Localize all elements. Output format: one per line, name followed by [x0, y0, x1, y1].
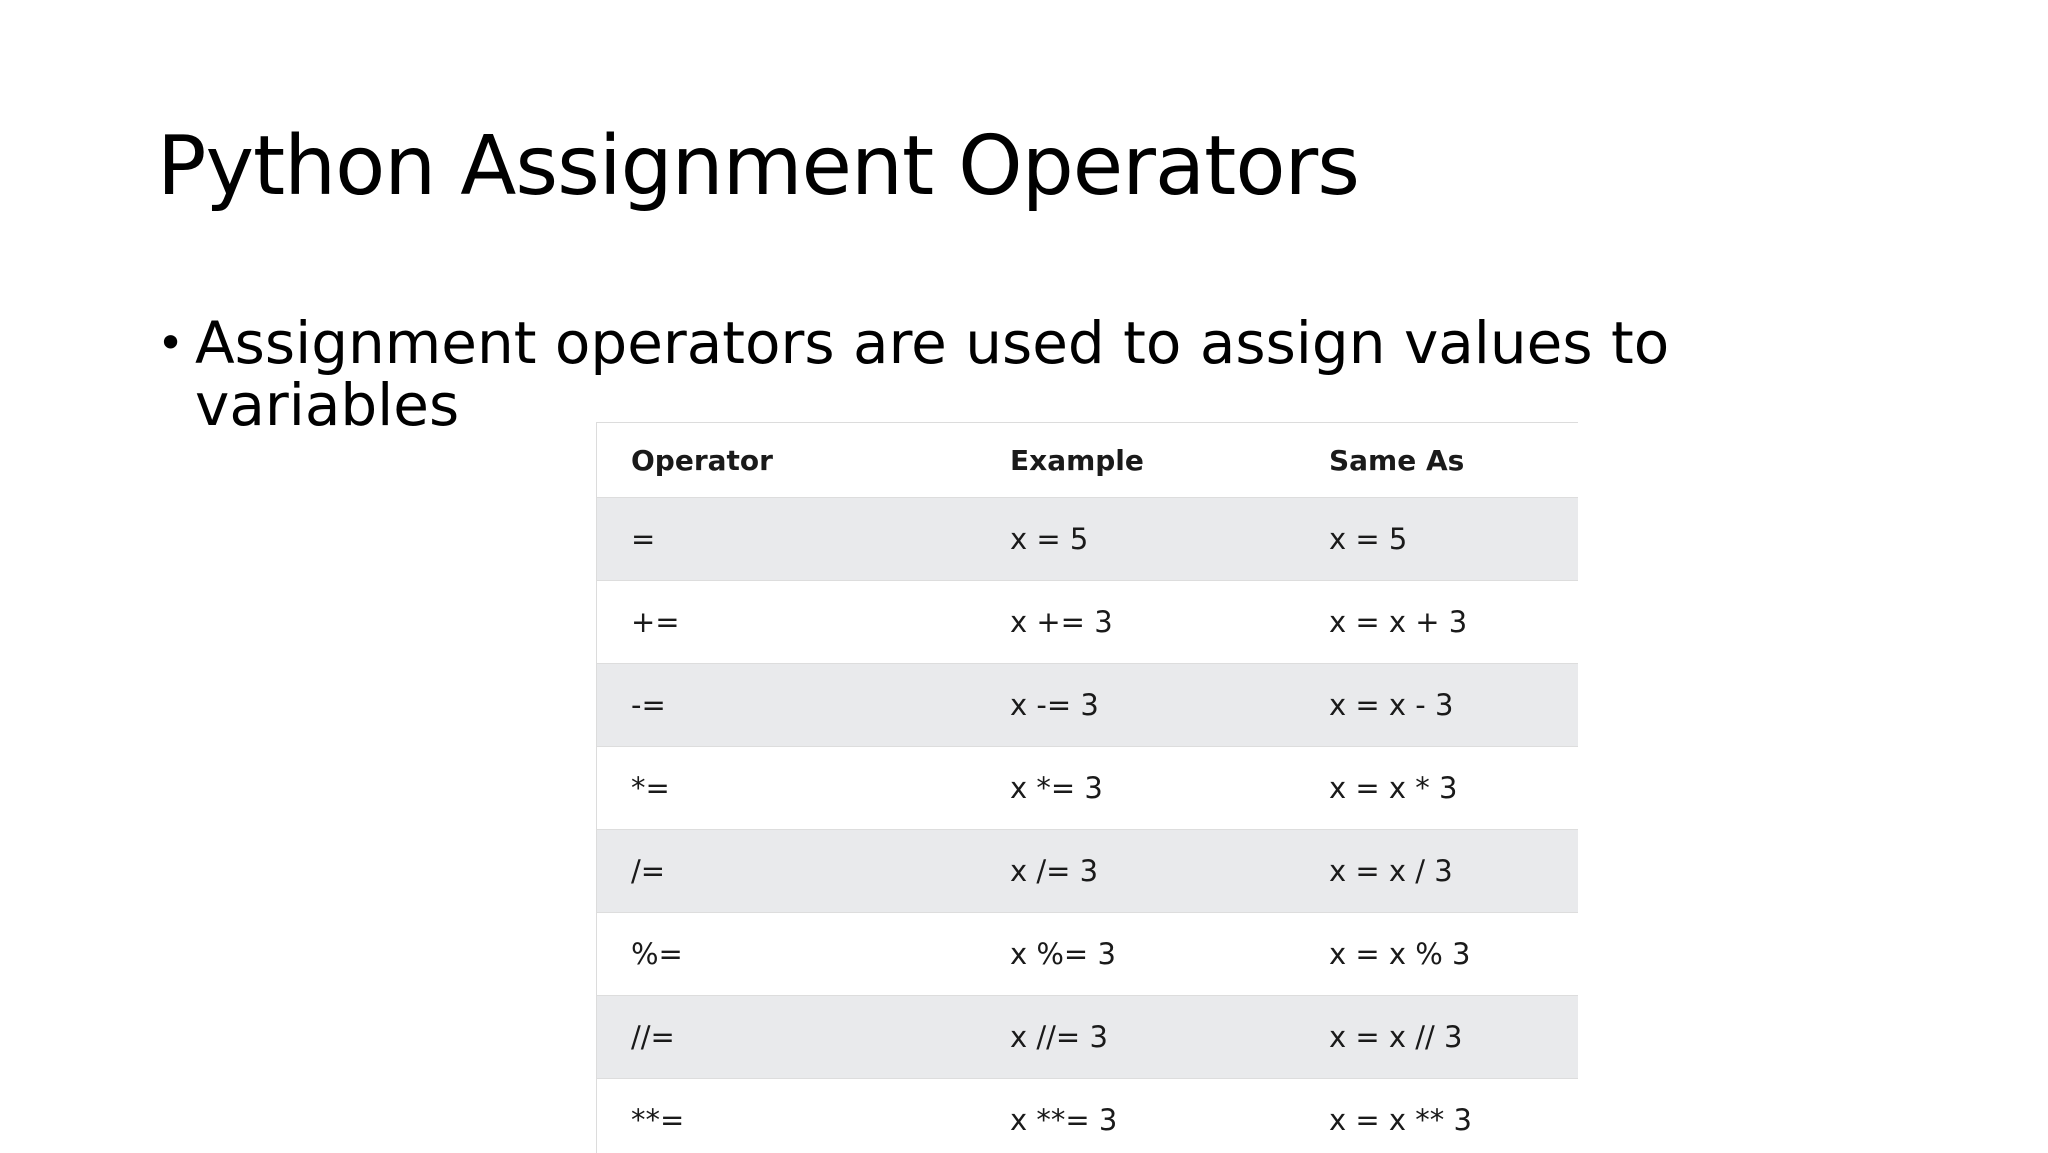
cell-operator: /= — [597, 830, 976, 913]
cell-operator: *= — [597, 747, 976, 830]
cell-same-as: x = x // 3 — [1295, 996, 1578, 1079]
table-header-row — [597, 423, 1578, 498]
cell-example: x //= 3 — [976, 996, 1295, 1079]
table-row — [597, 913, 1578, 996]
cell-operator: = — [597, 498, 976, 581]
cell-example: x = 5 — [976, 498, 1295, 581]
cell-same-as: x = x ** 3 — [1295, 1079, 1578, 1153]
table-row — [597, 996, 1578, 1079]
cell-same-as: x = x * 3 — [1295, 747, 1578, 830]
header-same-as: Same As — [1295, 423, 1578, 498]
bullet-item — [157, 312, 1757, 436]
cell-same-as: x = x - 3 — [1295, 664, 1578, 747]
table-row — [597, 498, 1578, 581]
cell-operator: //= — [597, 996, 976, 1079]
cell-example: x *= 3 — [976, 747, 1295, 830]
bullet-icon: • — [157, 312, 184, 374]
cell-same-as: x = x / 3 — [1295, 830, 1578, 913]
header-example: Example — [976, 423, 1295, 498]
slide-title: Python Assignment Operators — [157, 112, 1359, 222]
table-row — [597, 664, 1578, 747]
cell-operator: += — [597, 581, 976, 664]
cell-example: x += 3 — [976, 581, 1295, 664]
cell-same-as: x = x + 3 — [1295, 581, 1578, 664]
cell-operator: **= — [597, 1079, 976, 1153]
table-row — [597, 581, 1578, 664]
cell-example: x %= 3 — [976, 913, 1295, 996]
table-row — [597, 1079, 1578, 1153]
cell-same-as: x = 5 — [1295, 498, 1578, 581]
operators-table-container — [596, 422, 1578, 1153]
bullet-text: Assignment operators are used to assign values to variables — [195, 312, 1757, 436]
cell-same-as: x = x % 3 — [1295, 913, 1578, 996]
cell-example: x /= 3 — [976, 830, 1295, 913]
cell-example: x **= 3 — [976, 1079, 1295, 1153]
header-operator: Operator — [597, 423, 976, 498]
operators-table — [597, 423, 1578, 1153]
table-row — [597, 747, 1578, 830]
cell-example: x -= 3 — [976, 664, 1295, 747]
cell-operator: %= — [597, 913, 976, 996]
cell-operator: -= — [597, 664, 976, 747]
table-row — [597, 830, 1578, 913]
